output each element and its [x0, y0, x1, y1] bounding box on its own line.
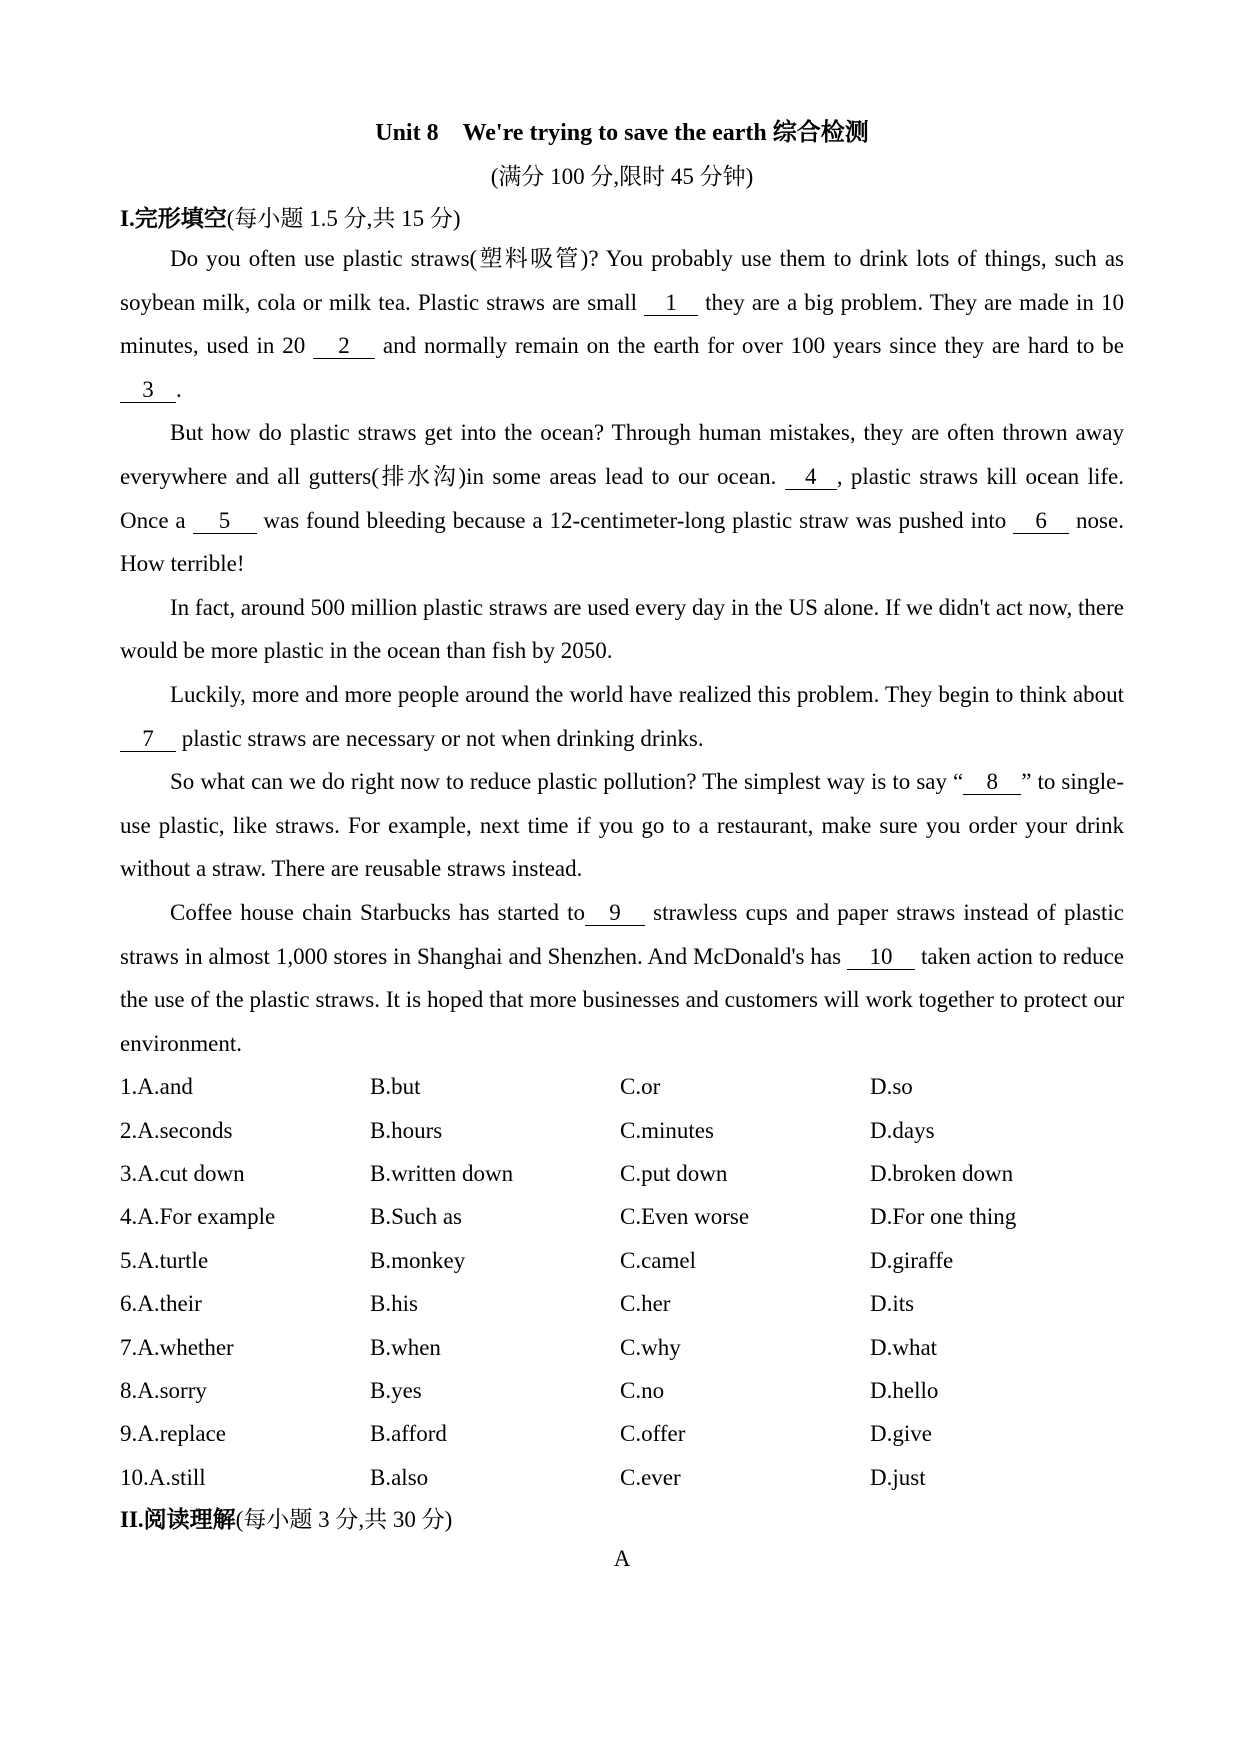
- passage-text: was found bleeding because a 12-centimeter-long plastic straw was pushed into: [256, 507, 1014, 533]
- passage-paragraph-5: [120, 760, 1124, 891]
- passage-text: they are a big problem. They are made in 10 minutes, used in 20: [120, 289, 1124, 359]
- option-b: B.also: [370, 1464, 429, 1490]
- option-d: D.giraffe: [870, 1247, 954, 1273]
- passage-text: strawless cups and paper straws instead of plastic straws in almost 1,000 stores in Shanghai and Shenzhen. And McDonald's has: [120, 899, 1124, 969]
- option-a: 1.A.and: [120, 1074, 193, 1100]
- blank-9: 9: [585, 901, 645, 926]
- passage-text: and normally remain on the earth for over 100 years since they are hard to be: [375, 333, 1124, 359]
- option-row-7: [120, 1326, 1124, 1369]
- option-b: B.afford: [370, 1421, 447, 1447]
- section-label: I.完形填空: [120, 206, 227, 231]
- passage-text: ” to single-use plastic, like straws. For example, next time if you go to a restaurant, make sure you order your drink without a straw. There are reusable straws instead.: [120, 769, 1124, 882]
- option-a: 9.A.replace: [120, 1421, 226, 1447]
- option-c: C.Even worse: [620, 1204, 750, 1230]
- option-a: 7.A.whether: [120, 1334, 234, 1360]
- option-row-10: [120, 1456, 1124, 1499]
- option-b: B.Such as: [370, 1204, 462, 1230]
- blank-1: 1: [644, 291, 698, 316]
- blank-5: 5: [193, 509, 257, 534]
- section-note: (每小题 1.5 分,共 15 分): [226, 206, 461, 231]
- worksheet-page: [120, 118, 1124, 1580]
- option-c: C.camel: [620, 1247, 696, 1273]
- option-d: D.so: [870, 1074, 913, 1100]
- option-d: D.its: [870, 1291, 915, 1317]
- option-c: C.minutes: [620, 1117, 714, 1143]
- passage-text: Luckily, more and more people around the world have realized this problem. They begin to think about: [170, 681, 1124, 707]
- option-c: C.offer: [620, 1421, 686, 1447]
- passage-text: But how do plastic straws get into the ocean? Through human mistakes, they are often thrown away everywhere and all gutters(排水沟)in some areas lead to our ocean.: [120, 420, 1124, 489]
- option-c: C.why: [620, 1334, 681, 1360]
- option-d: D.what: [870, 1334, 938, 1360]
- passage-text: nose. How terrible!: [120, 507, 1124, 577]
- section-reading-heading: [120, 1505, 1124, 1535]
- part-letter: A: [613, 1546, 631, 1572]
- option-b: B.but: [370, 1074, 421, 1100]
- option-row-4: [120, 1195, 1124, 1238]
- option-d: D.broken down: [870, 1161, 1014, 1187]
- blank-3: 3: [120, 378, 176, 403]
- blank-4: 4: [785, 465, 837, 490]
- section-note: (每小题 3 分,共 30 分): [235, 1507, 453, 1533]
- option-a: 5.A.turtle: [120, 1247, 209, 1273]
- section-cloze-heading: [120, 204, 1124, 234]
- option-d: D.For one thing: [870, 1204, 1017, 1230]
- option-a: 4.A.For example: [120, 1204, 276, 1230]
- option-c: C.or: [620, 1074, 661, 1100]
- option-c: C.her: [620, 1291, 671, 1317]
- option-a: 3.A.cut down: [120, 1161, 245, 1187]
- option-row-6: [120, 1282, 1124, 1325]
- passage-paragraph-3: In fact, around 500 million plastic straws are used every day in the US alone. If we didn't act now, there would be more plastic in the ocean than fish by 2050.: [120, 594, 1124, 664]
- passage-text: , plastic straws kill ocean life. Once a: [120, 463, 1124, 533]
- page-title: Unit 8 We're trying to save the earth 综合检测: [375, 120, 869, 146]
- option-row-2: [120, 1109, 1124, 1152]
- blank-6: 6: [1013, 509, 1069, 534]
- blank-7: 7: [120, 727, 176, 752]
- score-time-note: (满分 100 分,限时 45 分钟): [490, 164, 754, 189]
- passage-paragraph-2: [120, 411, 1124, 585]
- option-b: B.hours: [370, 1117, 443, 1143]
- option-b: B.written down: [370, 1161, 514, 1187]
- blank-10: 10: [847, 945, 915, 970]
- blank-2: 2: [313, 334, 375, 359]
- option-c: C.put down: [620, 1161, 728, 1187]
- option-row-8: [120, 1369, 1124, 1412]
- passage-text: Coffee house chain Starbucks has started to: [170, 899, 586, 925]
- option-row-3: [120, 1152, 1124, 1195]
- option-d: D.days: [870, 1117, 935, 1143]
- answer-options: [120, 1065, 1124, 1499]
- option-row-9: [120, 1412, 1124, 1455]
- blank-8: 8: [963, 770, 1021, 795]
- option-c: C.ever: [620, 1464, 681, 1490]
- option-d: D.just: [870, 1464, 926, 1490]
- option-b: B.yes: [370, 1378, 422, 1404]
- option-a: 8.A.sorry: [120, 1378, 207, 1404]
- option-b: B.monkey: [370, 1247, 466, 1273]
- passage-text: Do you often use plastic straws(塑料吸管)? You probably use them to drink lots of things, such as soybean milk, cola or milk tea. Plastic straws are small: [120, 246, 1124, 315]
- passage-text: .: [176, 376, 182, 402]
- option-b: B.when: [370, 1334, 441, 1360]
- passage-text: taken action to reduce the use of the plastic straws. It is hoped that more businesses and customers will work together to protect our environment.: [120, 943, 1124, 1056]
- option-a: 6.A.their: [120, 1291, 202, 1317]
- option-b: B.his: [370, 1291, 418, 1317]
- option-row-1: [120, 1065, 1124, 1108]
- passage-paragraph-6: [120, 891, 1124, 1065]
- option-row-5: [120, 1239, 1124, 1282]
- passage-text: So what can we do right now to reduce plastic pollution? The simplest way is to say “: [170, 769, 964, 795]
- option-a: 10.A.still: [120, 1464, 206, 1490]
- section-label: II.阅读理解: [120, 1507, 236, 1533]
- option-c: C.no: [620, 1378, 665, 1404]
- passage-text: plastic straws are necessary or not when drinking drinks.: [176, 725, 704, 751]
- passage-paragraph-4: [120, 673, 1124, 760]
- option-a: 2.A.seconds: [120, 1117, 233, 1143]
- passage-paragraph-1: [120, 237, 1124, 411]
- option-d: D.hello: [870, 1378, 939, 1404]
- option-d: D.give: [870, 1421, 932, 1447]
